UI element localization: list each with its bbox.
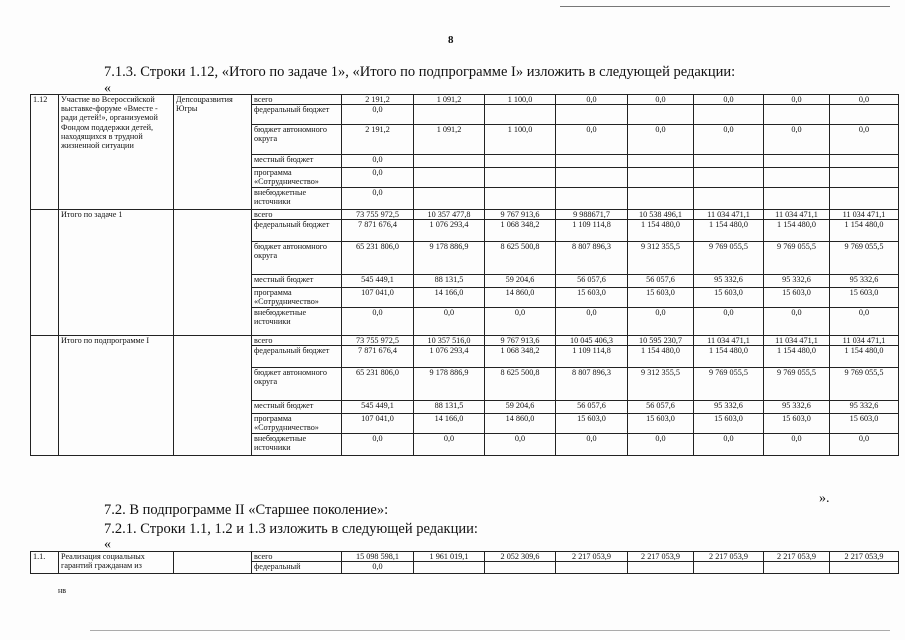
table-row	[31, 95, 899, 105]
row-name: Итого по задаче 1	[59, 209, 174, 335]
funding-source-label: внебюджетные источники	[252, 433, 342, 455]
table-row	[31, 209, 899, 219]
amount-cell	[485, 168, 556, 187]
amount-cell	[485, 155, 556, 168]
amount-cell: 9 769 055,5	[830, 367, 899, 400]
amount-cell	[628, 155, 694, 168]
bottom-divider	[90, 630, 890, 631]
amount-cell: 14 166,0	[414, 287, 485, 307]
amount-cell: 15 098 598,1	[342, 552, 414, 562]
amount-cell: 0,0	[694, 433, 764, 455]
amount-cell	[414, 155, 485, 168]
open-quote-2: «	[104, 537, 111, 552]
amount-cell: 0,0	[628, 95, 694, 105]
amount-cell: 107 041,0	[342, 287, 414, 307]
amount-cell: 0,0	[414, 433, 485, 455]
amount-cell: 8 807 896,3	[556, 367, 628, 400]
amount-cell	[414, 187, 485, 209]
amount-cell: 2 052 309,6	[485, 552, 556, 562]
amount-cell	[694, 105, 764, 125]
amount-cell: 0,0	[342, 433, 414, 455]
amount-cell: 95 332,6	[694, 400, 764, 413]
amount-cell: 0,0	[694, 125, 764, 155]
paragraph-7-2: 7.2. В подпрограмме II «Старшее поколение»:	[104, 502, 389, 518]
amount-cell: 95 332,6	[694, 274, 764, 287]
amount-cell: 1 076 293,4	[414, 345, 485, 367]
amount-cell: 2 217 053,9	[694, 552, 764, 562]
amount-cell: 0,0	[764, 433, 830, 455]
row-name: Реализация социальных гарантий гражданам из	[59, 552, 174, 574]
amount-cell: 107 041,0	[342, 413, 414, 433]
funding-source-label: всего	[252, 335, 342, 345]
row-code: 1.1.	[31, 552, 59, 574]
row-code	[31, 209, 59, 335]
amount-cell: 1 109 114,8	[556, 345, 628, 367]
funding-source-label: внебюджетные источники	[252, 187, 342, 209]
paragraph-7-2-1: 7.2.1. Строки 1.1, 1.2 и 1.3 изложить в следующей редакции:	[104, 521, 478, 537]
funding-source-label: внебюджетные источники	[252, 307, 342, 335]
amount-cell: 9 767 913,6	[485, 335, 556, 345]
amount-cell	[556, 562, 628, 574]
amount-cell: 8 625 500,8	[485, 367, 556, 400]
amount-cell	[628, 168, 694, 187]
paragraph-7-1-3: 7.1.3. Строки 1.12, «Итого по задаче 1», «Итого по подпрограмме I» изложить в следующей редакции:	[104, 64, 736, 80]
amount-cell: 1 109 114,8	[556, 219, 628, 241]
amount-cell: 2 217 053,9	[764, 552, 830, 562]
row-executor: Депсоцразвития Югры	[174, 95, 252, 210]
amount-cell: 1 154 480,0	[764, 345, 830, 367]
amount-cell: 11 034 471,1	[694, 335, 764, 345]
amount-cell: 7 871 676,4	[342, 345, 414, 367]
amount-cell: 1 154 480,0	[694, 219, 764, 241]
amount-cell: 65 231 806,0	[342, 241, 414, 274]
amount-cell: 56 057,6	[628, 274, 694, 287]
row-code: 1.12	[31, 95, 59, 210]
amount-cell: 11 034 471,1	[830, 335, 899, 345]
amount-cell: 1 068 348,2	[485, 345, 556, 367]
amount-cell: 0,0	[485, 433, 556, 455]
funding-source-label: бюджет автономного округа	[252, 125, 342, 155]
amount-cell	[485, 105, 556, 125]
amount-cell: 15 603,0	[694, 287, 764, 307]
amount-cell: 15 603,0	[830, 287, 899, 307]
amount-cell: 9 312 355,5	[628, 367, 694, 400]
funding-source-label: программа «Сотрудничество»	[252, 287, 342, 307]
funding-source-label: федеральный бюджет	[252, 219, 342, 241]
amount-cell	[485, 562, 556, 574]
amount-cell	[694, 562, 764, 574]
amount-cell: 0,0	[830, 433, 899, 455]
footer-mark: нв	[58, 586, 67, 595]
amount-cell: 15 603,0	[764, 413, 830, 433]
amount-cell: 10 357 477,8	[414, 209, 485, 219]
amount-cell	[764, 187, 830, 209]
amount-cell	[556, 155, 628, 168]
amount-cell: 0,0	[342, 168, 414, 187]
amount-cell: 8 625 500,8	[485, 241, 556, 274]
amount-cell: 9 178 886,9	[414, 367, 485, 400]
amount-cell: 1 091,2	[414, 95, 485, 105]
amount-cell	[556, 187, 628, 209]
page-number: 8	[448, 34, 454, 46]
amount-cell: 9 769 055,5	[694, 367, 764, 400]
amount-cell: 0,0	[556, 307, 628, 335]
amount-cell: 95 332,6	[830, 400, 899, 413]
amount-cell: 88 131,5	[414, 274, 485, 287]
amount-cell: 2 191,2	[342, 95, 414, 105]
amount-cell: 15 603,0	[694, 413, 764, 433]
amount-cell: 1 154 480,0	[764, 219, 830, 241]
amount-cell: 2 191,2	[342, 125, 414, 155]
amount-cell	[764, 105, 830, 125]
amount-cell: 14 860,0	[485, 287, 556, 307]
amount-cell	[764, 562, 830, 574]
amount-cell: 0,0	[628, 433, 694, 455]
amount-cell: 11 034 471,1	[764, 209, 830, 219]
amount-cell: 9 178 886,9	[414, 241, 485, 274]
amount-cell: 0,0	[556, 125, 628, 155]
funding-source-label: всего	[252, 209, 342, 219]
amount-cell: 56 057,6	[556, 400, 628, 413]
amount-cell	[414, 168, 485, 187]
amount-cell: 0,0	[764, 95, 830, 105]
row-code	[31, 335, 59, 455]
amount-cell: 15 603,0	[556, 413, 628, 433]
amount-cell: 9 769 055,5	[830, 241, 899, 274]
amount-cell	[830, 155, 899, 168]
amount-cell: 15 603,0	[628, 413, 694, 433]
funding-source-label: федеральный бюджет	[252, 345, 342, 367]
financing-table-subprogram-2	[30, 551, 899, 574]
amount-cell: 0,0	[628, 125, 694, 155]
amount-cell	[485, 187, 556, 209]
amount-cell: 73 755 972,5	[342, 209, 414, 219]
amount-cell: 14 166,0	[414, 413, 485, 433]
amount-cell: 9 767 913,6	[485, 209, 556, 219]
amount-cell: 14 860,0	[485, 413, 556, 433]
amount-cell: 1 154 480,0	[628, 345, 694, 367]
open-quote-1: «	[104, 81, 111, 96]
amount-cell: 8 807 896,3	[556, 241, 628, 274]
table-row	[31, 552, 899, 562]
amount-cell: 15 603,0	[764, 287, 830, 307]
financing-table-subprogram-1	[30, 94, 899, 456]
funding-source-label: бюджет автономного округа	[252, 241, 342, 274]
top-divider	[560, 6, 890, 7]
row-name: Итого по подпрограмме I	[59, 335, 174, 455]
amount-cell: 545 449,1	[342, 274, 414, 287]
amount-cell: 0,0	[414, 307, 485, 335]
row-executor	[174, 552, 252, 574]
amount-cell: 95 332,6	[764, 274, 830, 287]
amount-cell: 0,0	[485, 307, 556, 335]
amount-cell: 0,0	[764, 307, 830, 335]
amount-cell: 0,0	[764, 125, 830, 155]
row-executor	[174, 209, 252, 335]
amount-cell: 88 131,5	[414, 400, 485, 413]
amount-cell	[556, 105, 628, 125]
amount-cell: 1 154 480,0	[628, 219, 694, 241]
funding-source-label: бюджет автономного округа	[252, 367, 342, 400]
amount-cell	[764, 155, 830, 168]
row-executor	[174, 335, 252, 455]
amount-cell: 95 332,6	[764, 400, 830, 413]
amount-cell	[556, 168, 628, 187]
amount-cell: 0,0	[342, 155, 414, 168]
amount-cell: 0,0	[694, 307, 764, 335]
amount-cell: 0,0	[830, 307, 899, 335]
amount-cell	[694, 187, 764, 209]
funding-source-label: всего	[252, 552, 342, 562]
amount-cell: 59 204,6	[485, 400, 556, 413]
amount-cell: 15 603,0	[628, 287, 694, 307]
amount-cell: 1 100,0	[485, 95, 556, 105]
amount-cell	[830, 562, 899, 574]
amount-cell: 73 755 972,5	[342, 335, 414, 345]
amount-cell: 65 231 806,0	[342, 367, 414, 400]
amount-cell: 56 057,6	[556, 274, 628, 287]
amount-cell: 2 217 053,9	[556, 552, 628, 562]
amount-cell	[628, 105, 694, 125]
row-name: Участие во Всероссийской выставке-форуме «Вместе - ради детей!», организуемой Фондом поддержки детей, находящихся в трудной жизненной ситуации	[59, 95, 174, 210]
amount-cell	[830, 168, 899, 187]
table-row	[31, 335, 899, 345]
funding-source-label: федеральный	[252, 562, 342, 574]
amount-cell: 0,0	[830, 95, 899, 105]
funding-source-label: всего	[252, 95, 342, 105]
amount-cell: 9 769 055,5	[764, 367, 830, 400]
funding-source-label: местный бюджет	[252, 274, 342, 287]
amount-cell: 1 076 293,4	[414, 219, 485, 241]
amount-cell	[694, 155, 764, 168]
amount-cell	[414, 562, 485, 574]
amount-cell: 1 961 019,1	[414, 552, 485, 562]
amount-cell: 0,0	[556, 433, 628, 455]
amount-cell: 1 068 348,2	[485, 219, 556, 241]
amount-cell: 56 057,6	[628, 400, 694, 413]
amount-cell: 0,0	[628, 307, 694, 335]
amount-cell	[764, 168, 830, 187]
amount-cell	[830, 187, 899, 209]
funding-source-label: местный бюджет	[252, 155, 342, 168]
funding-source-label: федеральный бюджет	[252, 105, 342, 125]
funding-source-label: программа «Сотрудничество»	[252, 168, 342, 187]
amount-cell: 1 154 480,0	[830, 219, 899, 241]
amount-cell	[628, 562, 694, 574]
amount-cell: 7 871 676,4	[342, 219, 414, 241]
amount-cell: 15 603,0	[830, 413, 899, 433]
amount-cell: 2 217 053,9	[628, 552, 694, 562]
amount-cell: 9 312 355,5	[628, 241, 694, 274]
amount-cell: 0,0	[342, 562, 414, 574]
amount-cell: 15 603,0	[556, 287, 628, 307]
amount-cell: 1 154 480,0	[694, 345, 764, 367]
amount-cell	[628, 187, 694, 209]
amount-cell: 1 100,0	[485, 125, 556, 155]
amount-cell: 11 034 471,1	[830, 209, 899, 219]
amount-cell: 9 769 055,5	[764, 241, 830, 274]
amount-cell: 9 988671,7	[556, 209, 628, 219]
amount-cell	[694, 168, 764, 187]
amount-cell: 0,0	[556, 95, 628, 105]
close-quote: ».	[819, 491, 830, 506]
amount-cell: 10 045 406,3	[556, 335, 628, 345]
amount-cell: 1 091,2	[414, 125, 485, 155]
amount-cell: 59 204,6	[485, 274, 556, 287]
funding-source-label: программа «Сотрудничество»	[252, 413, 342, 433]
amount-cell: 95 332,6	[830, 274, 899, 287]
amount-cell: 545 449,1	[342, 400, 414, 413]
amount-cell: 0,0	[342, 105, 414, 125]
amount-cell: 10 538 496,1	[628, 209, 694, 219]
amount-cell: 9 769 055,5	[694, 241, 764, 274]
amount-cell: 11 034 471,1	[694, 209, 764, 219]
amount-cell: 0,0	[342, 307, 414, 335]
amount-cell: 2 217 053,9	[830, 552, 899, 562]
amount-cell: 0,0	[342, 187, 414, 209]
funding-source-label: местный бюджет	[252, 400, 342, 413]
amount-cell	[414, 105, 485, 125]
amount-cell: 1 154 480,0	[830, 345, 899, 367]
amount-cell: 11 034 471,1	[764, 335, 830, 345]
amount-cell: 0,0	[830, 125, 899, 155]
amount-cell: 10 357 516,0	[414, 335, 485, 345]
amount-cell: 0,0	[694, 95, 764, 105]
amount-cell	[830, 105, 899, 125]
amount-cell: 10 595 230,7	[628, 335, 694, 345]
